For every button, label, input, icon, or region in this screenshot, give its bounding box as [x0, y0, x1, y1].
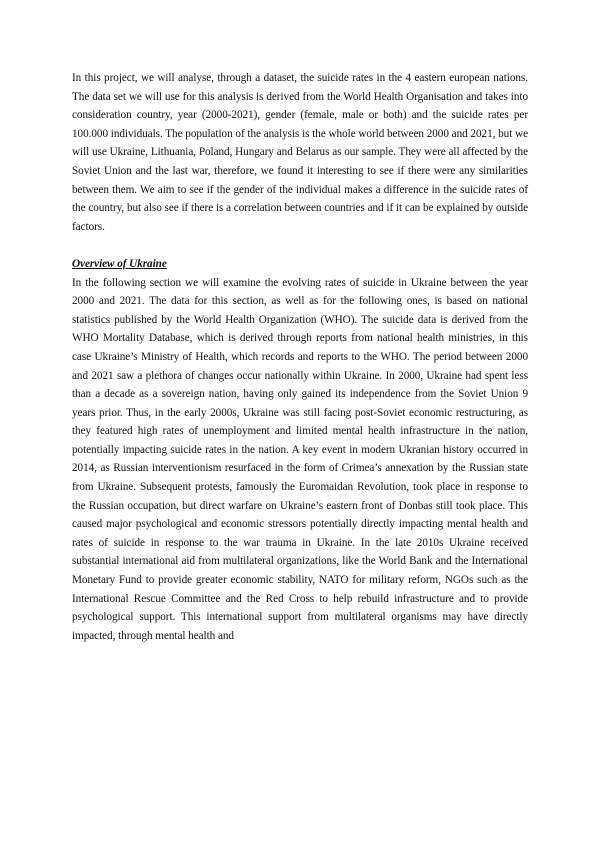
section-heading: Overview of Ukraine	[72, 257, 167, 270]
paragraph-spacer	[72, 236, 528, 255]
ukraine-paragraph: In the following section we will examine the evolving rates of suicide in Ukraine between the year 2000 and 2021. The data for this section, as well as for the following ones, is based on national statistics published by the World Health Organization (WHO). The suicide data is derived from the WHO Mortality Database, which is derived through reports from national health ministries, in this case Ukraine’s Ministry of Health, which records and reports to the WHO. The period between 2000 and 2021 saw a plethora of changes occur nationally within Ukraine. In 2000, Ukraine had spent less than a decade as a sovereign nation, having only gained its independence from the Soviet Union 9 years prior. Thus, in the early 2000s, Ukraine was still facing post-Soviet economic restructuring, as they featured high rates of unemployment and limited mental health infrastructure in the nation, potentially impacting suicide rates in the nation. A key event in modern Ukranian history occurred in 2014, as Russian interventionism resurfaced in the form of Crimea’s annexation by the Russian state from Ukraine. Subsequent protests, famously the Euromaidan Revolution, took place in response to the Russian occupation, but direct warfare on Ukraine’s eastern front of Donbas still took place. This caused major psychological and economic stressors potentially directly impacting mental health and rates of suicide in response to the war trauma in Ukraine. In the late 2010s Ukraine received substantial international aid from multilateral organizations, like the World Bank and the International Monetary Fund to provide greater economic stability, NATO for military reform, NGOs such as the International Rescue Committee and the Red Cross to help rebuild infrastructure and to provide psychological support. This international support from multilateral organisms may have directly impacted, through mental health and	[72, 276, 528, 642]
document-body	[72, 69, 528, 645]
intro-paragraph: In this project, we will analyse, through a dataset, the suicide rates in the 4 eastern european nations. The data set we will use for this analysis is derived from the World Health Organisation and takes into consideration country, year (2000-2021), gender (female, male or both) and the suicide rates per 100.000 individuals. The population of the analysis is the whole world between 2000 and 2021, but we will use Ukraine, Lithuania, Poland, Hungary and Belarus as our sample. They were all affected by the Soviet Union and the last war, therefore, we found it interesting to see if there were any similarities between them. We aim to see if the gender of the individual makes a difference in the suicide rates of the country, but also see if there is a correlation between countries and if it can be explained by outside factors.	[72, 72, 528, 233]
